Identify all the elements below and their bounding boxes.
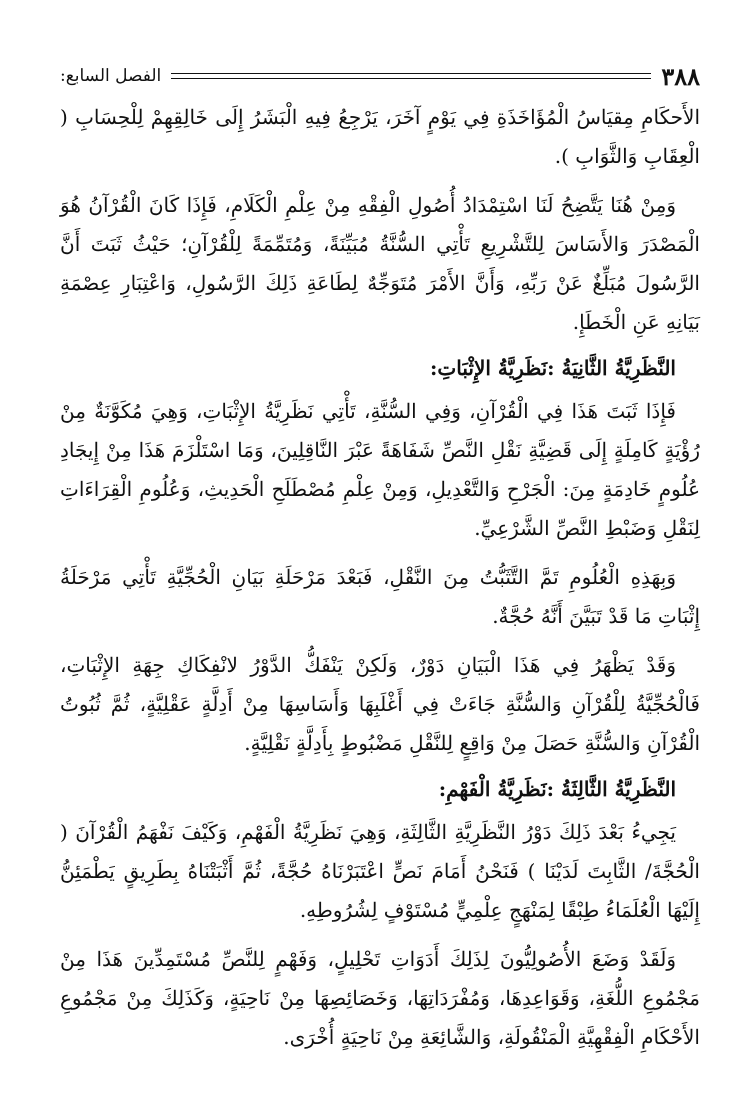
paragraph-4: وَبِهَذِهِ الْعُلُومِ تَمَّ التَّثَبُّتُ مِنَ النَّقْلِ، فَبَعْدَ مَرْحَلَةِ بَيَانِ الْحُجِّيَّةِ تَأْتِي مَرْحَلَةُ إِثْبَاتِ مَا قَدْ تَبَيَّنَ أَنَّهُ حُجَّةٌ. — [60, 565, 700, 628]
paragraph-5: وَقَدْ يَظْهَرُ فِي هَذَا الْبَيَانِ دَوْرٌ، وَلَكِنْ يَنْفَكُّ الدَّوْرُ لانْفِكَاكِ جِهَةِ الإِثْبَاتِ، فَالْحُجِّيَّةُ لِلْقُرْآنِ وَالسُّنَّةِ جَاءَتْ فِي أَغْلَبِهَا وَأَسَاسِهَا مِنْ أَدِلَّةٍ عَقْلِيَّةٍ، ثُمَّ ثُبُوتُ الْقُرْآنِ وَالسُّنَّةِ حَصَلَ مِنْ وَاقِعٍ لِلنَّقْلِ مَضْبُوطٍ بِأَدِلَّةٍ نَقْلِيَّةٍ. — [60, 653, 700, 755]
paragraph-3: فَإِذَا ثَبَتَ هَذَا فِي الْقُرْآنِ، وَفِي السُّنَّةِ، تَأْتِي نَظَرِيَّةُ الإِثْبَاتِ، وَهِيَ مُكَوَّنَةٌ مِنْ رُؤْيَةٍ كَامِلَةٍ إِلَى قَضِيَّةِ نَقْلِ النَّصِّ شَفَاهَةً عَبْرَ النَّاقِلِينَ، وَمَا اسْتَلْزَمَ هَذَا مِنْ إِيجَادِ عُلُومٍ خَادِمَةٍ مِنَ: الْجَرْحِ وَالتَّعْدِيلِ، وَمِنْ عِلْمِ مُصْطَلَحِ الْحَدِيثِ، وَعُلُومِ الْقِرَاءَاتِ لِنَقْلِ وَضَبْطِ النَّصِّ الشَّرْعِيِّ. — [60, 399, 700, 540]
section-heading-proof-theory: النَّظَرِيَّةُ الثَّانِيَةُ :نَظَرِيَّةُ الإِثْبَاتِ: — [430, 356, 676, 380]
chapter-title: الفصل السابع: — [60, 66, 162, 86]
paragraph-2: وَمِنْ هُنَا يَتَّضِحُ لَنَا اسْتِمْدَادُ أُصُولِ الْفِقْهِ مِنْ عِلْمِ الْكَلَامِ، فَإِذَا كَانَ الْقُرْآنُ هُوَ الْمَصْدَرَ وَالأَسَاسَ لِلتَّشْرِيعِ تَأْتِي السُّنَّةُ مُبَيِّنَةً، وَمُتَمِّمَةً لِلْقُرْآنِ؛ حَيْثُ ثَبَتَ أَنَّ الرَّسُولَ مُبَلِّغٌ عَنْ رَبِّهِ، وَأَنَّ الأَمْرَ مُتَوَجِّهٌ لِطَاعَةِ ذَلِكَ الرَّسُولِ، وَاعْتِبَارِ عِصْمَةِ بَيَانِهِ عَنِ الْخَطَإِ. — [60, 193, 700, 334]
page-body — [60, 98, 700, 1057]
page-header — [60, 60, 700, 92]
section-heading-understanding-theory: النَّظَرِيَّةُ الثَّالِثَةُ :نَظَرِيَّةُ الْفَهْمِ: — [438, 777, 676, 801]
paragraph-7: وَلَقَدْ وَضَعَ الأُصُولِيُّونَ لِذَلِكَ أَدَوَاتِ تَحْلِيلٍ، وَفَهْمٍ لِلنَّصِّ مُسْتَمِدِّينَ هَذَا مِنْ مَجْمُوعِ اللُّغَةِ، وَقَوَاعِدِهَا، وَمُفْرَدَاتِهَا، وَخَصَائِصِهَا مِنْ نَاحِيَةٍ، وَكَذَلِكَ مِنْ مَجْمُوعِ الأَحْكَامِ الْفِقْهِيَّةِ الْمَنْقُولَةِ، وَالشَّائِعَةِ مِنْ نَاحِيَةٍ أُخْرَى. — [60, 947, 700, 1049]
page-number: ٣٨٨ — [661, 61, 700, 91]
paragraph-1: الأَحكَامِ مِقيَاسُ الْمُؤَاخَذَةِ فِي يَوْمٍ آخَرَ، يَرْجِعُ فِيهِ الْبَشَرُ إِلَى خَالِقِهِمْ لِلْحِسَابِ ( الْعِقَابِ وَالثَّوَابِ ). — [60, 105, 700, 168]
paragraph-6: يَجِيءُ بَعْدَ ذَلِكَ دَوْرُ النَّظَرِيَّةِ الثَّالِثَةِ، وَهِيَ نَظَرِيَّةُ الْفَهْمِ، وَكَيْفَ نَفْهَمُ الْقُرْآنَ ( الْحُجَّةَ/ الثَّابِتَ لَدَيْنَا ) فَنَحْنُ أَمَامَ نَصٍّ اعْتَبَرْنَاهُ حُجَّةً، ثُمَّ أَثْبَتْنَاهُ بِطَرِيقٍ يَطْمَئِنُّ إِلَيْهَا الْعُلَمَاءُ طِبْقًا لِمَنْهَجٍ عِلْمِيٍّ مُسْتَوْفٍ لِشُرُوطِهِ. — [60, 820, 700, 922]
book-page — [60, 60, 700, 1067]
header-rule — [171, 73, 651, 79]
